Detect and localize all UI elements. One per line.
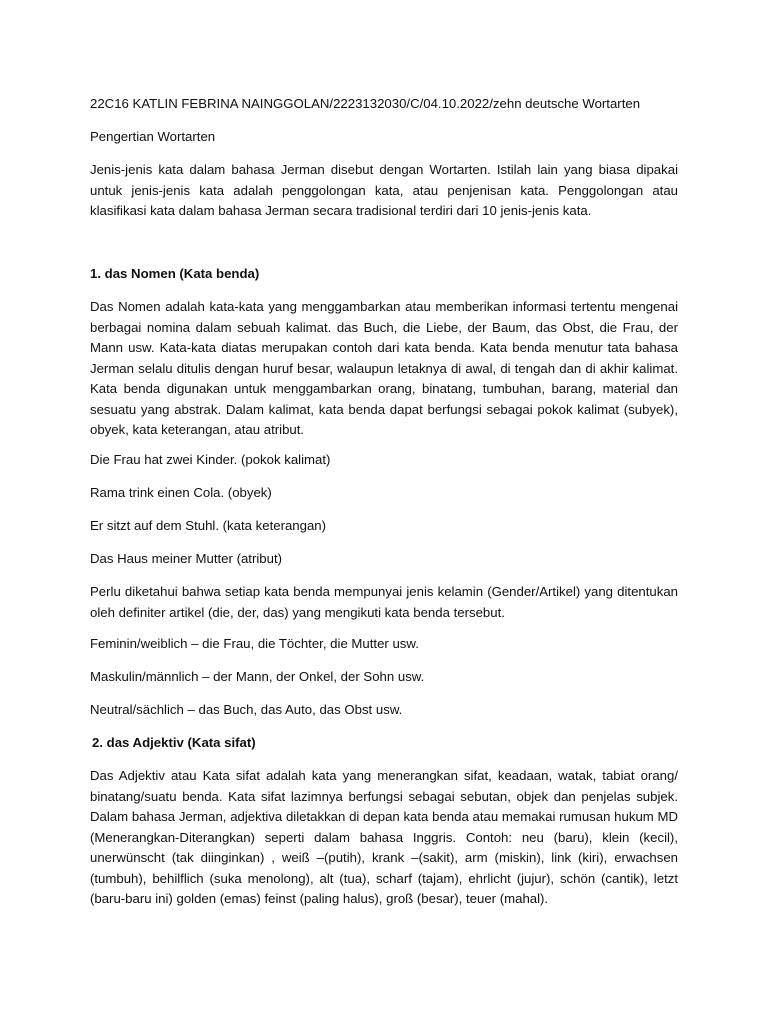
document-header-line: 22C16 KATLIN FEBRINA NAINGGOLAN/2223132030/C/04.10.2022/zehn deutsche Wortarten	[90, 96, 641, 111]
example-line: Die Frau hat zwei Kinder. (pokok kalimat)	[90, 452, 331, 467]
section1-heading: 1. das Nomen (Kata benda)	[90, 266, 260, 281]
section1-paragraph: Das Nomen adalah kata-kata yang menggambarkan atau memberikan informasi tertentu mengenai berbagai nomina dalam sebuah kalimat. das Buch, die Liebe, der Baum, das Obst, die Frau, der Mann usw. Kata-kata diatas merupakan contoh dari kata benda. Kata benda menutur tata bahasa Jerman selalu ditulis dengan huruf besar, walaupun letaknya di awal, di tengah dan di akhir kalimat. Kata benda digunakan untuk menggambarkan orang, binatang, tumbuhan, barang, material dan sesuatu yang abstrak. Dalam kalimat, kata benda dapat berfungsi sebagai pokok kalimat (subyek), obyek, kata keterangan, atau atribut.	[90, 299, 678, 437]
document-page	[90, 0, 678, 1024]
gender-paragraph: Perlu diketahui bahwa setiap kata benda mempunyai jenis kelamin (Gender/Artikel) yang ditentukan oleh definiter artikel (die, der, das) yang mengikuti kata benda tersebut.	[90, 584, 678, 620]
intro-title: Pengertian Wortarten	[90, 129, 216, 144]
example-line: Er sitzt auf dem Stuhl. (kata keterangan)	[90, 518, 327, 533]
gender-line: Neutral/sächlich – das Buch, das Auto, das Obst usw.	[90, 702, 403, 717]
section2-paragraph: Das Adjektiv atau Kata sifat adalah kata yang menerangkan sifat, keadaan, watak, tabiat orang/ binatang/suatu benda. Kata sifat lazimnya berfungsi sebagai sebutan, objek dan penjelas subjek. Dalam bahasa Jerman, adjektiva diletakkan di depan kata benda atau memakai rumusan hukum MD (Menerangkan-Diterangkan) seperti dalam bahasa Inggris. Contoh: neu (baru), klein (kecil), unerwünscht (tak diinginkan) , weiß –(putih), krank –(sakit), arm (miskin), link (kiri), erwachsen (tumbuh), behilflich (suka menolong), alt (tua), scharf (tajam), ehrlicht (jujur), schön (cantik), letzt (baru-baru ini) golden (emas) feinst (paling halus), groß (besar), teuer (mahal).	[90, 768, 678, 906]
section2-heading: 2. das Adjektiv (Kata sifat)	[92, 735, 256, 750]
gender-line: Maskulin/männlich – der Mann, der Onkel, der Sohn usw.	[90, 669, 425, 684]
example-line: Das Haus meiner Mutter (atribut)	[90, 551, 283, 566]
example-line: Rama trink einen Cola. (obyek)	[90, 485, 272, 500]
intro-paragraph: Jenis-jenis kata dalam bahasa Jerman disebut dengan Wortarten. Istilah lain yang biasa dipakai untuk jenis-jenis kata adalah penggolongan kata, atau penjenisan kata. Penggolongan atau klasifikasi kata dalam bahasa Jerman secara tradisional terdiri dari 10 jenis-jenis kata.	[90, 162, 678, 218]
gender-line: Feminin/weiblich – die Frau, die Töchter, die Mutter usw.	[90, 636, 419, 651]
